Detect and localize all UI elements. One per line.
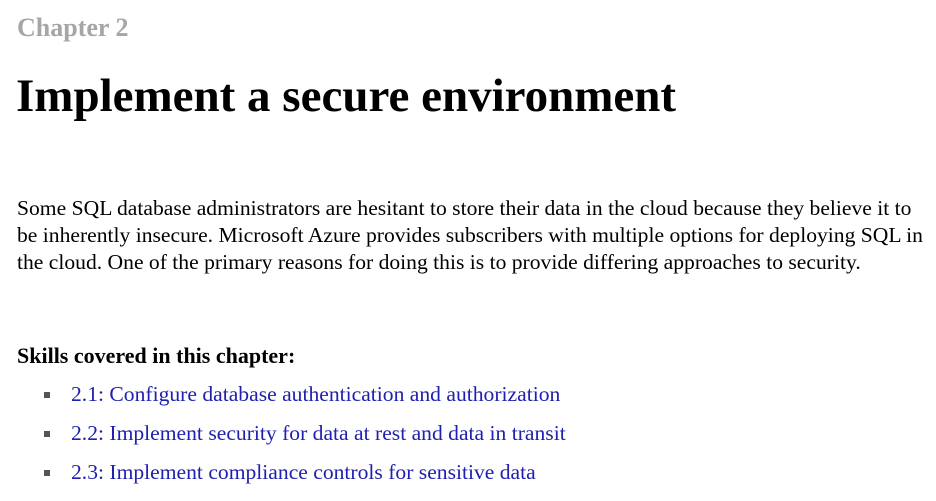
intro-paragraph: Some SQL database administrators are hesitant to store their data in the cloud because they believe it to be inherently insecure. Microsoft Azure provides subscribers with multiple options for deploying SQL in the cloud. One of the primary reasons for doing this is to provide differing approaches to security. <box>17 196 923 274</box>
skill-link-2-3[interactable]: 2.3: Implement compliance controls for sensitive data <box>71 460 536 484</box>
square-bullet-icon <box>44 392 50 398</box>
skills-heading: Skills covered in this chapter: <box>17 343 296 368</box>
skill-link-2-2[interactable]: 2.2: Implement security for data at rest and data in transit <box>71 421 566 445</box>
page-title: Implement a secure environment <box>16 70 677 122</box>
skill-link-2-1[interactable]: 2.1: Configure database authentication and authorization <box>71 382 561 406</box>
square-bullet-icon <box>44 470 50 476</box>
chapter-label: Chapter 2 <box>17 13 129 42</box>
square-bullet-icon <box>44 431 50 437</box>
